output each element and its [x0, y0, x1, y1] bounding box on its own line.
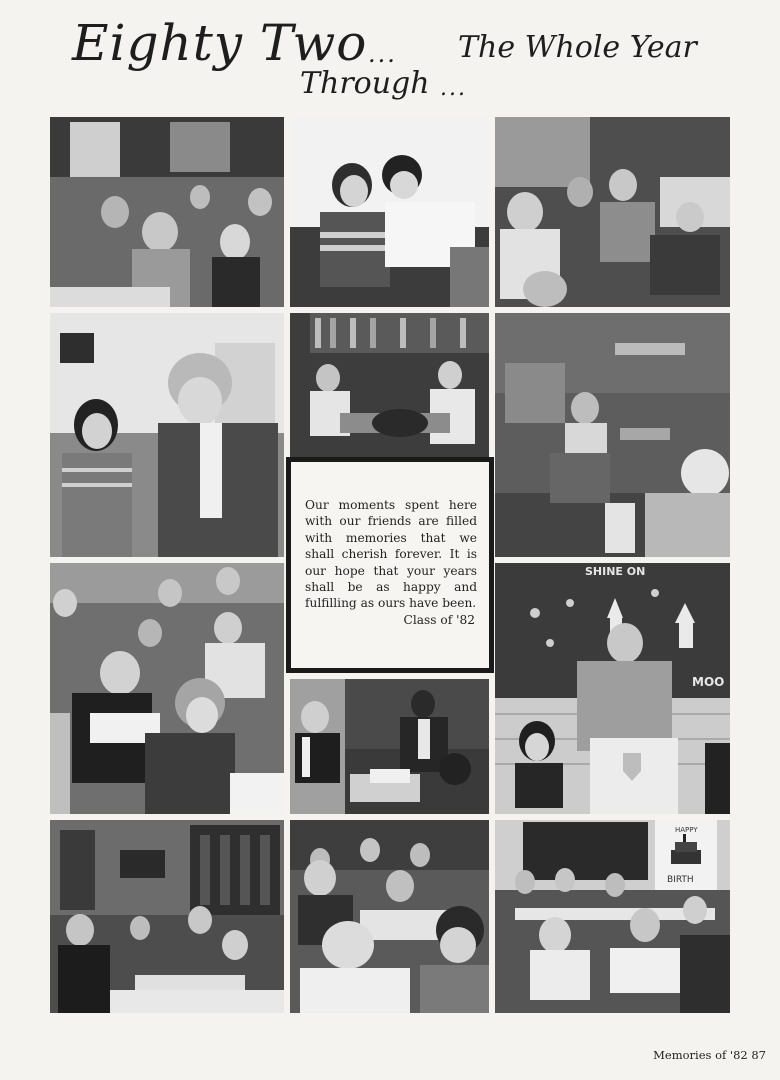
poster-bottom-text: BIRTH: [667, 875, 694, 885]
title-ellipsis-2: ...: [440, 76, 467, 101]
photo-library-study-tables: [290, 313, 489, 457]
photo-students-typing-class: [290, 679, 489, 814]
photo-two-students-sofa: [290, 117, 489, 307]
photo-classroom-birthday-poster: [495, 820, 730, 1013]
caption-signature: Class of '82: [403, 612, 475, 627]
title-ellipsis-1: ...: [368, 40, 397, 68]
photo-classroom-students-desks: [50, 117, 284, 307]
caption-box: [286, 457, 494, 673]
photo-classroom-wood-paneled: [50, 820, 284, 1013]
caption-panel: [291, 462, 489, 668]
bulletin-top-text: SHINE ON: [585, 565, 646, 578]
photo-students-seated-classroom: [495, 117, 730, 307]
page-subtitle: The Whole Year: [458, 30, 697, 65]
caption-text: Our moments spent here with our friends are filled with memories that we shall cherish forever. It is our hope that your years shall be as happy and fulfilling as ours have been.: [305, 498, 477, 611]
page-title: Eighty Two: [72, 14, 368, 72]
photo-teacher-and-student: [50, 313, 284, 557]
page-subtitle-through: Through: [300, 66, 430, 101]
bulletin-right-text: MOO: [692, 675, 725, 689]
photo-students-working-desks: [50, 563, 284, 814]
photo-students-group-study: [290, 820, 489, 1013]
page-folio: Memories of '82 87: [653, 1048, 766, 1062]
photo-teacher-at-podium-bulletin-board: [495, 563, 730, 814]
poster-top-text: HAPPY: [675, 826, 698, 834]
photo-student-at-desk-classroom: [495, 313, 730, 557]
